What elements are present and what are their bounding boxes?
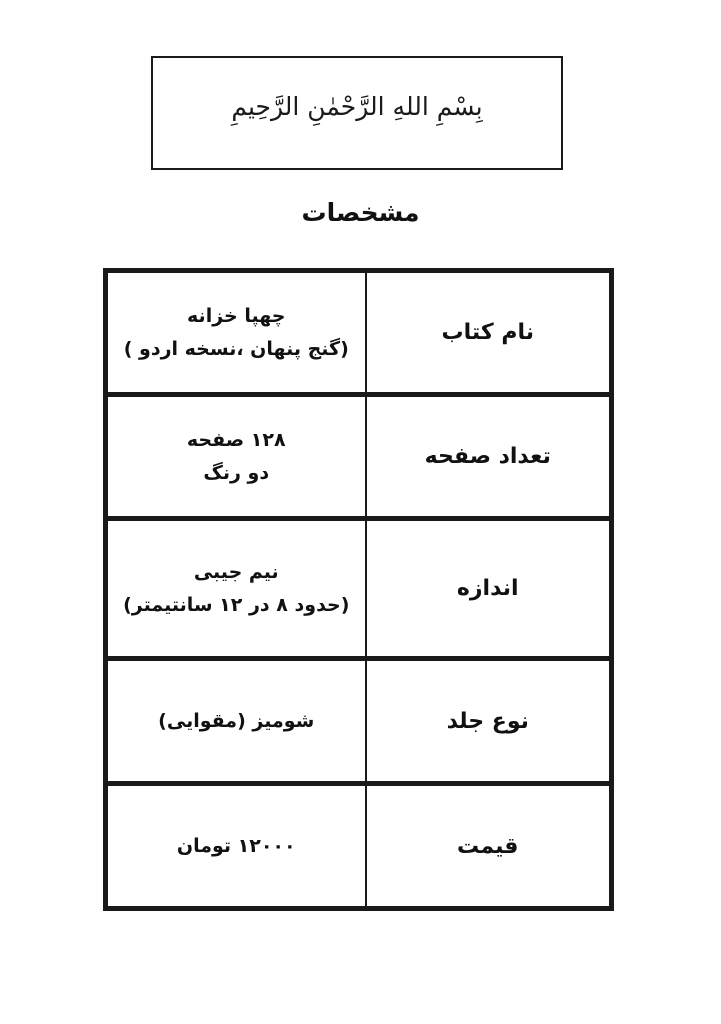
specifications-table <box>103 268 614 911</box>
spec-value <box>106 271 366 395</box>
table-row-cover-type <box>106 659 612 784</box>
spec-label: قیمت <box>366 784 612 909</box>
spec-value-line: (حدود ۸ در ۱۲ سانتیمتر) <box>123 593 350 616</box>
spec-value-line: چهپا خزانه <box>187 305 286 328</box>
spec-value-line: ۱۲۰۰۰ تومان <box>176 834 296 857</box>
spec-value <box>106 784 366 909</box>
spec-label: نوع جلد <box>366 659 612 784</box>
spec-value-line: نیم جیبی <box>193 561 279 584</box>
spec-label: تعداد صفحه <box>366 395 612 519</box>
spec-value-line: شومیز (مقوایی) <box>158 709 315 732</box>
spec-label: اندازه <box>366 519 612 659</box>
spec-value-line: دو رنگ <box>203 461 270 484</box>
spec-label: نام کتاب <box>366 271 612 395</box>
table-row-book-name <box>106 271 612 395</box>
page-title: مشخصات <box>301 198 420 227</box>
basmala-frame <box>151 56 563 170</box>
table-row-size <box>106 519 612 659</box>
spec-value-line: ۱۲۸ صفحه <box>186 429 286 452</box>
basmala-text: بِسْمِ اللهِ الرَّحْمٰنِ الرَّحِیمِ <box>231 91 483 121</box>
spec-value-line: (گنج پنهان ،نسخه اردو ) <box>123 337 349 360</box>
table-row-page-count <box>106 395 612 519</box>
table-row-price <box>106 784 612 909</box>
spec-value <box>106 659 366 784</box>
spec-value <box>106 395 366 519</box>
spec-value <box>106 519 366 659</box>
